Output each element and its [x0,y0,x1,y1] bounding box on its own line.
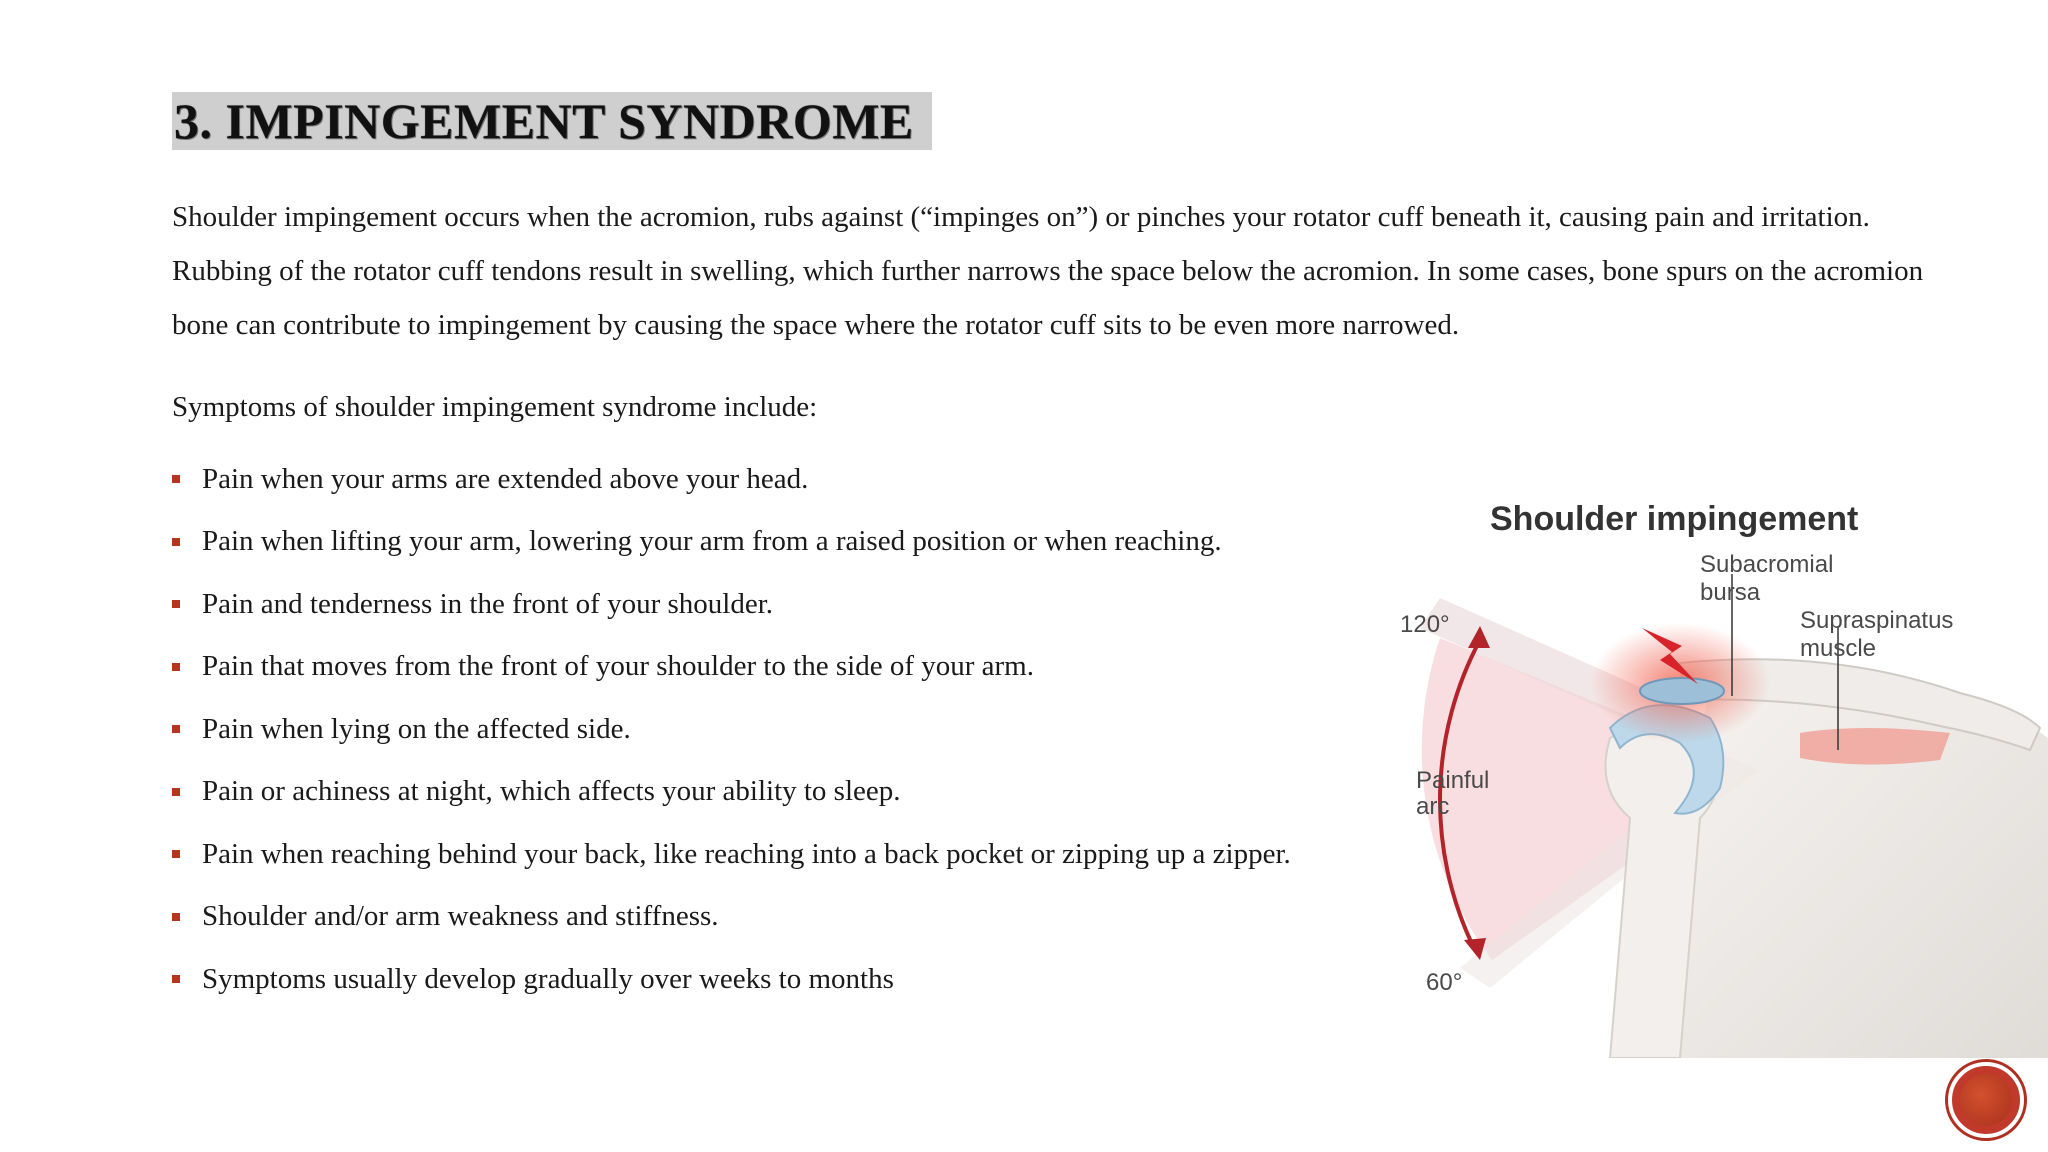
slide-nav-button[interactable] [1948,1062,2024,1138]
symptom-text: Pain that moves from the front of your shoulder to the side of your arm. [202,650,1034,683]
symptoms-heading: Symptoms of shoulder impingement syndrome include: [172,391,818,423]
symptom-text: Pain when reaching behind your back, like reaching into a back pocket or zipping up a zipper. [202,837,1291,870]
angle-120-label: 120° [1400,611,1450,638]
list-item [172,761,1372,824]
shoulder-impingement-figure [1380,488,2048,1058]
list-item [172,511,1372,574]
muscle-label-line2: muscle [1800,635,1877,662]
list-item [172,948,1372,1011]
symptom-text: Pain when your arms are extended above your head. [202,462,809,495]
bullet-square-icon [172,663,180,671]
intro-paragraph: Shoulder impingement occurs when the acromion, rubs against (“impinges on”) or pinches your rotator cuff beneath it, causing pain and irritation. Rubbing of the rotator cuff tendons result in swelling, which further narrows the space below the acromion. In some cases, bone spurs on the acromion bone can contribute to impingement by causing the space where the rotator cuff sits to be even more narrowed. [172,201,1924,341]
bullet-square-icon [172,913,180,921]
bullet-square-icon [172,725,180,733]
symptom-text: Pain or achiness at night, which affects your ability to sleep. [202,775,901,808]
bullet-square-icon [172,475,180,483]
arc-label-line1: Painful [1416,767,1490,794]
bullet-square-icon [172,600,180,608]
list-item [172,823,1372,886]
symptoms-list [172,448,1372,1011]
symptom-text: Pain when lying on the affected side. [202,712,631,745]
symptom-text: Symptoms usually develop gradually over weeks to months [202,962,894,995]
bursa-shape [1640,678,1724,704]
bullet-square-icon [172,975,180,983]
list-item [172,698,1372,761]
list-item [172,886,1372,949]
symptom-text: Pain when lifting your arm, lowering your arm from a raised position or when reaching. [202,525,1222,558]
slide-title-banner [172,92,932,150]
muscle-label-line1: Supraspinatus [1800,607,1954,634]
arc-label-line2: arc [1416,793,1450,820]
shoulder-illustration [1380,488,2048,1058]
list-item [172,636,1372,699]
bullet-square-icon [172,788,180,796]
slide-title: 3. IMPINGEMENT SYNDROME [174,93,914,149]
bullet-square-icon [172,538,180,546]
bursa-label-line2: bursa [1700,579,1761,606]
list-item [172,448,1372,511]
bullet-square-icon [172,850,180,858]
list-item [172,573,1372,636]
supraspinatus-shape [1800,728,1950,765]
symptom-text: Pain and tenderness in the front of your shoulder. [202,587,774,620]
angle-60-label: 60° [1426,969,1463,996]
bursa-label-line1: Subacromial [1700,551,1834,578]
figure-title: Shoulder impingement [1490,500,1859,538]
symptom-text: Shoulder and/or arm weakness and stiffness. [202,900,719,933]
